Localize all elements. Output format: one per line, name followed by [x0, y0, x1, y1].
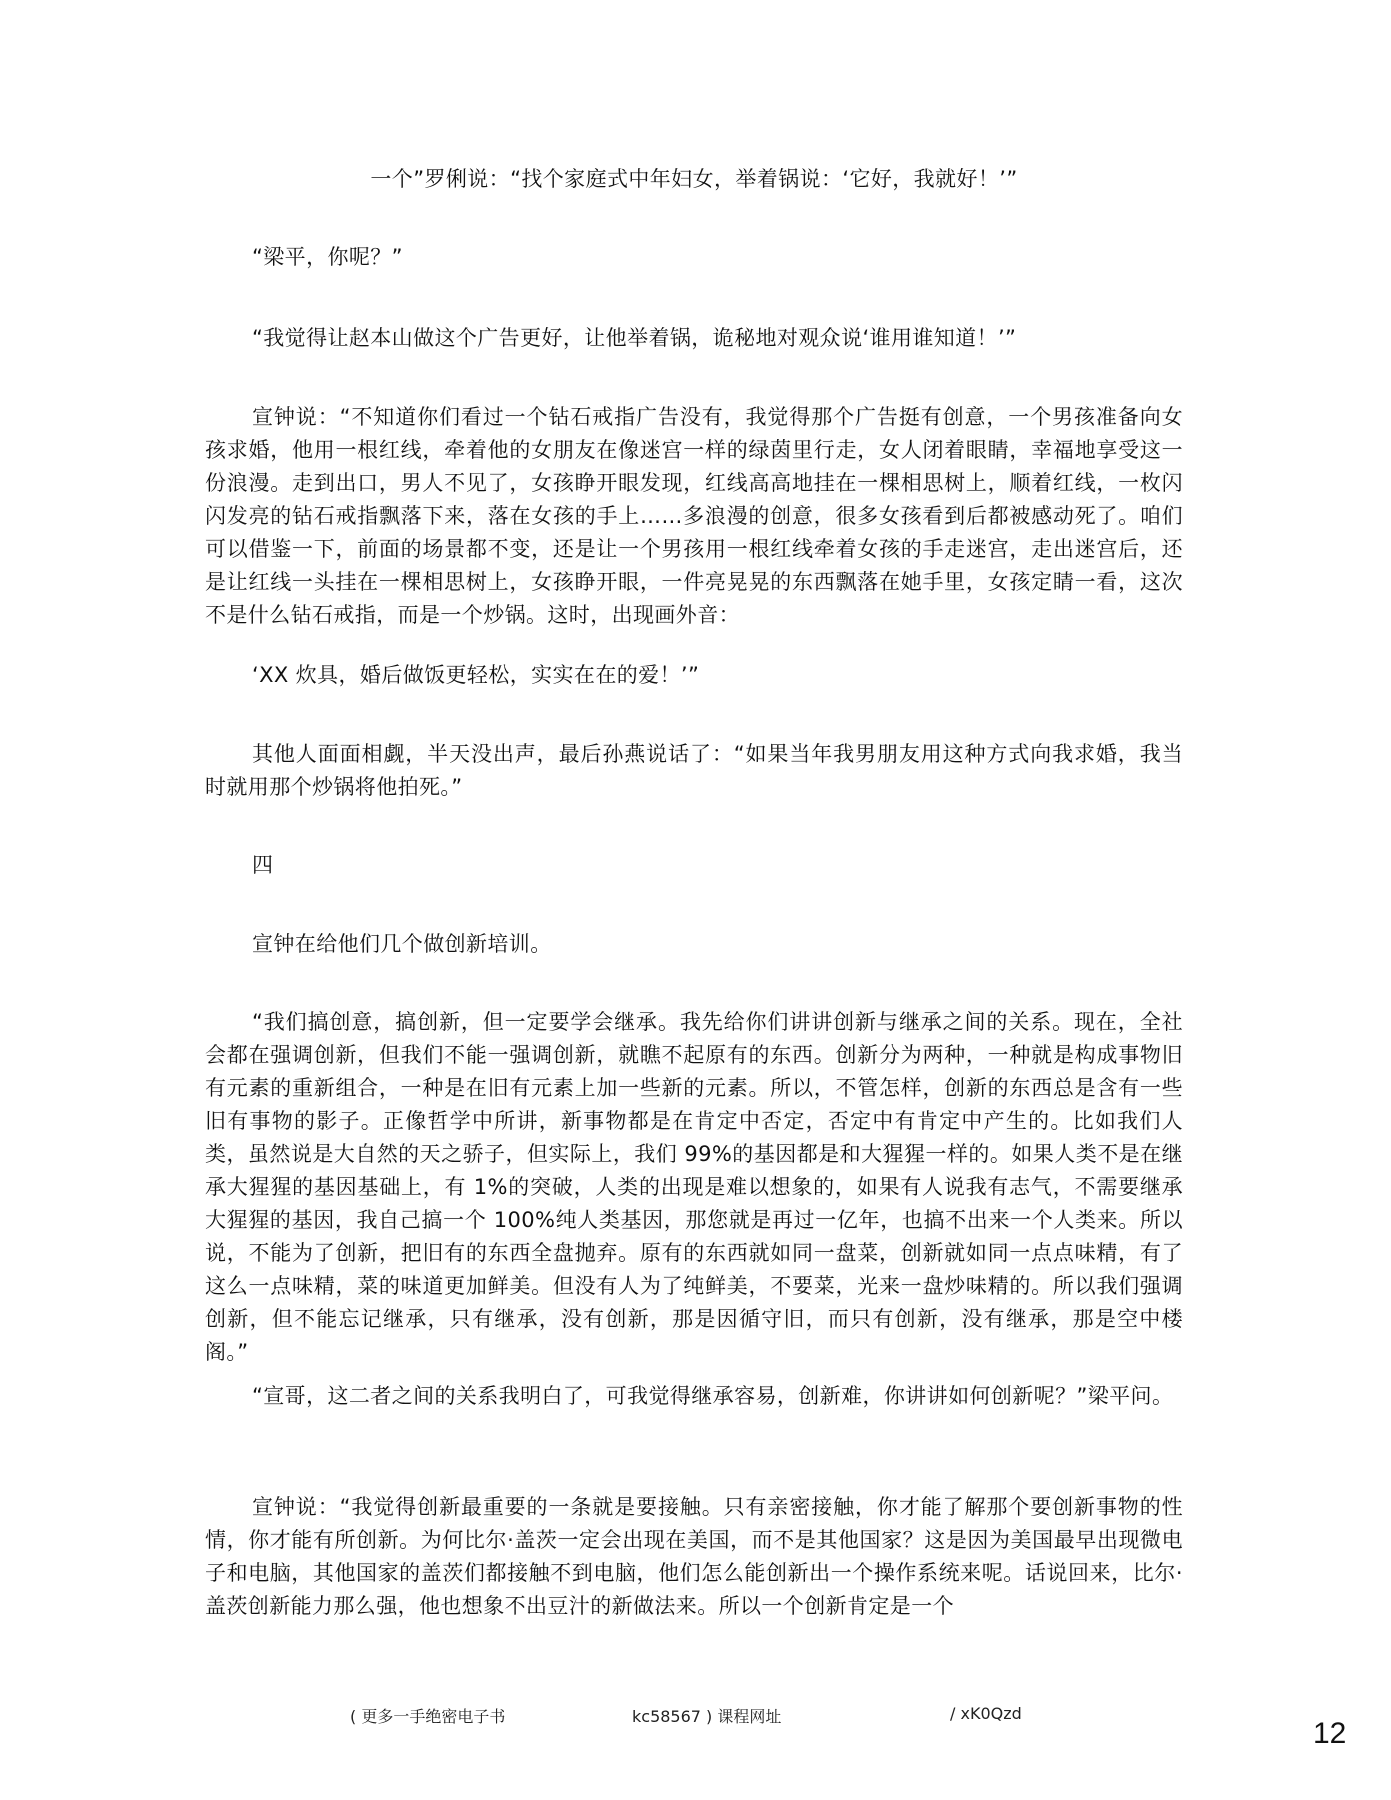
- paragraph-8-block: [205, 928, 1183, 961]
- paragraph-9: “我们搞创意，搞创新，但一定要学会继承。我先给你们讲讲创新与继承之间的关系。现在，全社会都在强调创新，但我们不能一强调创新，就瞧不起原有的东西。创新分为两种，一种就是构成事物旧有元素的重新组合，一种是在旧有元素上加一些新的元素。所以，不管怎样，创新的东西总是含有一些旧有事物的影子。正像哲学中所讲，新事物都是在肯定中否定，否定中有肯定中产生的。比如我们人类，虽然说是大自然的天之骄子，但实际上，我们 99%的基因都是和大猩猩一样的。如果人类不是在继承大猩猩的基因基础上，有 1%的突破，人类的出现是难以想象的，如果有人说我有志气，不需要继承大猩猩的基因，我自己搞一个 100%纯人类基因，那您就是再过一亿年，也搞不出来一个人类来。所以说，不能为了创新，把旧有的东西全盘抛弃。原有的东西就如同一盘菜，创新就如同一点点味精，有了这么一点味精，菜的味道更加鲜美。但没有人为了纯鲜美，不要菜，光来一盘炒味精的。所以我们强调创新，但不能忘记继承，只有继承，没有创新，那是因循守旧，而只有创新，没有继承，那是空中楼阁。”: [205, 1010, 1183, 1364]
- paragraph-3-block: [205, 322, 1183, 355]
- paragraph-10: “宣哥，这二者之间的关系我明白了，可我觉得继承容易，创新难，你讲讲如何创新呢？”梁平问。: [252, 1384, 1174, 1408]
- paragraph-10-block: [205, 1380, 1183, 1413]
- paragraph-3: “我觉得让赵本山做这个广告更好，让他举着锅，诡秘地对观众说‘谁用谁知道！’”: [252, 326, 1017, 350]
- footer-text-3: / xK0Qzd: [950, 1704, 1022, 1723]
- paragraph-1: 一个”罗俐说：“找个家庭式中年妇女，举着锅说：‘它好，我就好！’”: [370, 167, 1018, 191]
- paragraph-5: ‘XX 炊具，婚后做饭更轻松，实实在在的爱！’”: [252, 663, 700, 687]
- paragraph-4-block: [205, 401, 1183, 632]
- paragraph-9-block: [205, 1006, 1183, 1369]
- paragraph-6-block: [205, 738, 1183, 804]
- section-heading: 四: [252, 853, 274, 877]
- footer-text-1: ( 更多一手绝密电子书: [350, 1707, 506, 1726]
- paragraph-6: 其他人面面相觑，半天没出声，最后孙燕说话了：“如果当年我男朋友用这种方式向我求婚，我当时就用那个炒锅将他拍死。”: [205, 742, 1183, 799]
- paragraph-11: 宣钟说：“我觉得创新最重要的一条就是要接触。只有亲密接触，你才能了解那个要创新事物的性情，你才能有所创新。为何比尔·盖茨一定会出现在美国，而不是其他国家？这是因为美国最早出现微电子和电脑，其他国家的盖茨们都接触不到电脑，他们怎么能创新出一个操作系统来呢。话说回来，比尔·盖茨创新能力那么强，他也想象不出豆汁的新做法来。所以一个创新肯定是一个: [205, 1495, 1183, 1618]
- paragraph-2: “梁平，你呢？”: [252, 245, 403, 269]
- page-number: 12: [1313, 1717, 1347, 1750]
- paragraph-2-block: [205, 241, 1183, 274]
- footer-text-2: kc58567 ) 课程网址: [632, 1707, 782, 1726]
- paragraph-5-block: [205, 659, 1183, 692]
- section-heading-block: [205, 849, 1183, 882]
- paragraph-4: 宣钟说：“不知道你们看过一个钻石戒指广告没有，我觉得那个广告挺有创意，一个男孩准备向女孩求婚，他用一根红线，牵着他的女朋友在像迷宫一样的绿茵里行走，女人闭着眼睛，幸福地享受这一份浪漫。走到出口，男人不见了，女孩睁开眼发现，红线高高地挂在一棵相思树上，顺着红线，一枚闪闪发亮的钻石戒指飘落下来，落在女孩的手上……多浪漫的创意，很多女孩看到后都被感动死了。咱们可以借鉴一下，前面的场景都不变，还是让一个男孩用一根红线牵着女孩的手走迷宫，走出迷宫后，还是让红线一头挂在一棵相思树上，女孩睁开眼，一件亮晃晃的东西飘落在她手里，女孩定睛一看，这次不是什么钻石戒指，而是一个炒锅。这时，出现画外音：: [205, 405, 1183, 627]
- paragraph-11-block: [205, 1491, 1183, 1623]
- paragraph-8: 宣钟在给他们几个做创新培训。: [252, 932, 552, 956]
